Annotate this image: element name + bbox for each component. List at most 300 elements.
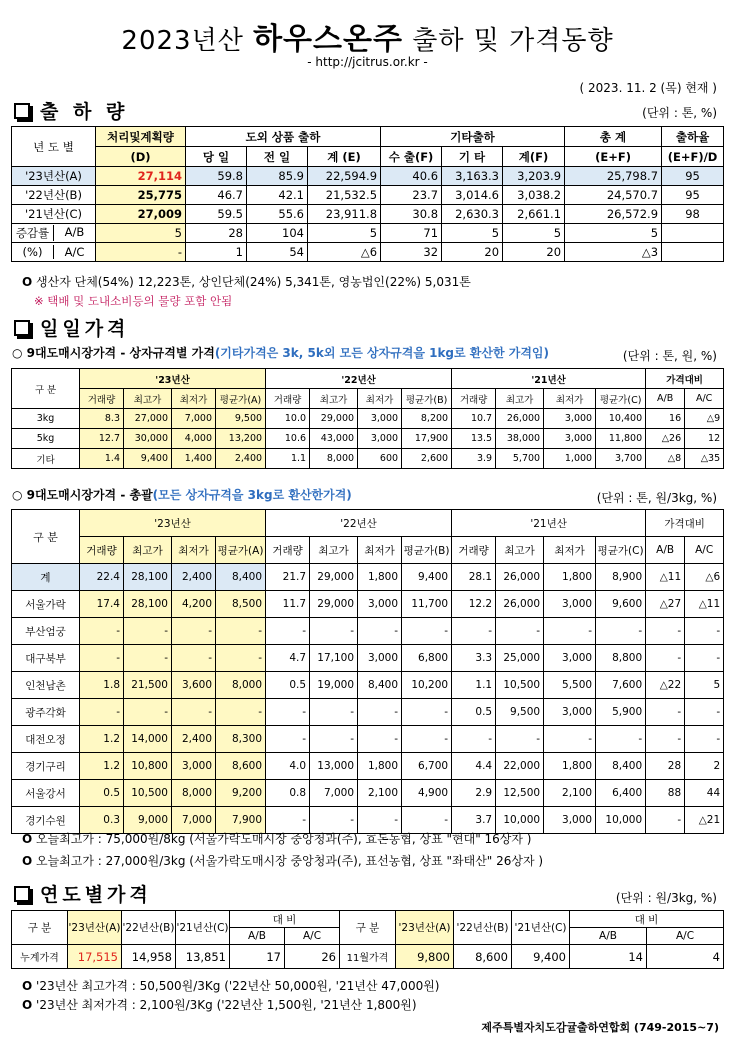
price-cell: 26,000 xyxy=(496,564,544,591)
price-cell: 8,400 xyxy=(358,672,402,699)
t4-header-y22: '22년산(B) xyxy=(122,911,176,945)
price-cell: 9,400 xyxy=(402,564,452,591)
table-row xyxy=(12,429,724,449)
price-cell: 2,100 xyxy=(358,780,402,807)
ring-bullet-icon: O xyxy=(22,275,33,289)
header-rate-sub: (E+F)/D xyxy=(662,147,724,167)
header-sum-e: 계 (E) xyxy=(308,147,381,167)
price-cell: 8.3 xyxy=(80,409,124,429)
ring-bullet-icon: O xyxy=(22,832,33,846)
price-cell: 5,900 xyxy=(596,699,646,726)
row-label: 경기수원 xyxy=(12,807,80,834)
checkbox-square-icon xyxy=(14,320,30,336)
checkbox-square-icon xyxy=(14,103,30,119)
row-label: 서울가락 xyxy=(12,591,80,618)
price-cell: 11,700 xyxy=(402,591,452,618)
price-cell: △6 xyxy=(685,564,724,591)
price-cell: 28 xyxy=(646,753,685,780)
price-cell: - xyxy=(124,618,172,645)
cell-sum-e: 22,594.9 xyxy=(308,167,381,186)
price-cell: - xyxy=(452,618,496,645)
t4-header-ab-2: A/B xyxy=(570,928,647,945)
price-cell: - xyxy=(646,726,685,753)
price-cell: - xyxy=(266,726,310,753)
t2-header-ab: A/B xyxy=(646,389,685,409)
t2-header-avg-c: 평균가(C) xyxy=(596,389,646,409)
section-yearly-title: 연도별가격 xyxy=(40,884,152,906)
price-cell: 8,000 xyxy=(216,672,266,699)
price-cell: 2,400 xyxy=(172,726,216,753)
cell-day: 59.5 xyxy=(186,205,247,224)
t2-header-min: 최저가 xyxy=(172,389,216,409)
cell-rate xyxy=(662,243,724,262)
price-cell: 4,900 xyxy=(402,780,452,807)
price-cell: 1.4 xyxy=(80,449,124,469)
price-cell: 38,000 xyxy=(496,429,544,449)
price-cell: 1,800 xyxy=(358,564,402,591)
price-cell: 26,000 xyxy=(496,591,544,618)
price-cell: 5,500 xyxy=(544,672,596,699)
price-cell: △9 xyxy=(685,409,724,429)
header-processed-sub: (D) xyxy=(96,147,186,167)
t2-header-gubun: 구 분 xyxy=(12,369,80,409)
cell-export: 40.6 xyxy=(381,167,442,186)
price-cell: 9,000 xyxy=(124,807,172,834)
cell-sum-e: 21,532.5 xyxy=(308,186,381,205)
price-cell: 1.2 xyxy=(80,753,124,780)
price-cell: 3,000 xyxy=(544,645,596,672)
t3-header-max: 최고가 xyxy=(124,537,172,564)
price-cell: 9,600 xyxy=(596,591,646,618)
price-cell: 2,400 xyxy=(172,564,216,591)
price-cell: 25,000 xyxy=(496,645,544,672)
price-cell: - xyxy=(358,618,402,645)
november-ab: 14 xyxy=(570,945,647,969)
header-day: 당 일 xyxy=(186,147,247,167)
row-label: 기타 xyxy=(12,449,80,469)
change-unit: (%) xyxy=(22,245,43,259)
price-cell: - xyxy=(402,618,452,645)
price-cell: △35 xyxy=(685,449,724,469)
t3-header-ac: A/C xyxy=(685,537,724,564)
t3-header-y21: '21년산 xyxy=(452,510,646,537)
table-row xyxy=(12,243,724,262)
price-cell: 88 xyxy=(646,780,685,807)
t4-header-y21-2: '21년산(C) xyxy=(512,911,570,945)
price-cell: - xyxy=(685,699,724,726)
title-highlight: 하우스온주 xyxy=(253,22,403,57)
title-prefix: 2023년산 xyxy=(121,26,254,56)
price-cell: △27 xyxy=(646,591,685,618)
price-cell: 9,400 xyxy=(124,449,172,469)
price-cell: - xyxy=(544,726,596,753)
price-cell: △11 xyxy=(685,591,724,618)
price-cell: 8,500 xyxy=(216,591,266,618)
t3-header-gubun: 구 분 xyxy=(12,510,80,564)
price-cell: 9,500 xyxy=(216,409,266,429)
price-cell: 1,800 xyxy=(544,564,596,591)
ring-bullet-icon: O xyxy=(22,979,33,993)
cumulative-c: 13,851 xyxy=(176,945,230,969)
total-price-unit: (단위 : 톤, 원/3kg, %) xyxy=(596,491,717,505)
row-label: 부산엄궁 xyxy=(12,618,80,645)
table-row xyxy=(12,699,724,726)
t3-header-vol: 거래량 xyxy=(80,537,124,564)
season-max-note-text: '23년산 최고가격 : 50,500원/3Kg ('22년산 50,000원, '21년산 47,000원) xyxy=(36,979,440,993)
t3-header-cmp: 가격대비 xyxy=(646,510,724,537)
cell-processed: 27,114 xyxy=(96,167,186,186)
t2-header-min: 최저가 xyxy=(544,389,596,409)
row-label: 서울강서 xyxy=(12,780,80,807)
price-cell: - xyxy=(402,699,452,726)
price-cell: 13.5 xyxy=(452,429,496,449)
cell-total: 26,572.9 xyxy=(565,205,662,224)
table-row xyxy=(12,409,724,429)
price-cell: - xyxy=(544,618,596,645)
cell-total: 5 xyxy=(565,224,662,243)
table-row xyxy=(12,753,724,780)
t2-header-avg-b: 평균가(B) xyxy=(402,389,452,409)
cell-sum-e: 5 xyxy=(308,224,381,243)
t3-header-max: 최고가 xyxy=(496,537,544,564)
price-cell: 8,000 xyxy=(310,449,358,469)
price-cell: - xyxy=(685,726,724,753)
price-cell: - xyxy=(172,645,216,672)
title-suffix: 출하 및 가격동향 xyxy=(402,26,614,56)
total-price-note: (모든 상자규격을 3kg로 환산한가격) xyxy=(152,488,352,502)
ring-bullet-icon: O xyxy=(22,854,33,868)
cell-sum-f: 2,661.1 xyxy=(503,205,565,224)
price-cell: 28,100 xyxy=(124,564,172,591)
price-cell: 10,000 xyxy=(496,807,544,834)
header-sum-f: 계(F) xyxy=(503,147,565,167)
price-cell: - xyxy=(596,726,646,753)
price-cell: 8,400 xyxy=(216,564,266,591)
season-min-note-text: '23년산 최저가격 : 2,100원/3Kg ('22년산 1,500원, '21년산 1,800원) xyxy=(36,998,417,1012)
top-price-note-3kg xyxy=(22,852,543,869)
price-cell: 3,000 xyxy=(544,409,596,429)
price-cell: 3,000 xyxy=(544,429,596,449)
t2-header-y22: '22년산 xyxy=(266,369,452,389)
t3-header-y23: '23년산 xyxy=(80,510,266,537)
row-label: 인천남촌 xyxy=(12,672,80,699)
price-cell: 6,800 xyxy=(402,645,452,672)
cell-prev: 55.6 xyxy=(247,205,308,224)
price-cell: 600 xyxy=(358,449,402,469)
price-cell: △11 xyxy=(646,564,685,591)
t3-header-min: 최저가 xyxy=(172,537,216,564)
table-row xyxy=(12,224,724,243)
price-cell: - xyxy=(172,699,216,726)
price-cell: △21 xyxy=(685,807,724,834)
price-cell: - xyxy=(216,645,266,672)
price-cell: 4.7 xyxy=(266,645,310,672)
cell-processed: 27,009 xyxy=(96,205,186,224)
november-ac: 4 xyxy=(647,945,724,969)
price-cell: 9,500 xyxy=(496,699,544,726)
t2-header-vol: 거래량 xyxy=(80,389,124,409)
cell-processed: 25,775 xyxy=(96,186,186,205)
t3-header-ab: A/B xyxy=(646,537,685,564)
header-total: 총 계 xyxy=(565,127,662,147)
row-label: 대전오정 xyxy=(12,726,80,753)
t2-header-max: 최고가 xyxy=(496,389,544,409)
price-cell: 3.9 xyxy=(452,449,496,469)
price-cell: - xyxy=(646,618,685,645)
table-row xyxy=(12,205,724,224)
t3-header-min: 최저가 xyxy=(358,537,402,564)
cell-day: 59.8 xyxy=(186,167,247,186)
price-cell: - xyxy=(310,699,358,726)
price-cell: 0.8 xyxy=(266,780,310,807)
price-cell: 3.7 xyxy=(452,807,496,834)
t4-header-gubun: 구 분 xyxy=(12,911,68,945)
cell-export: 32 xyxy=(381,243,442,262)
footer-organization: 제주특별자치도감귤출하연합회 (749-2015~7) xyxy=(481,1021,719,1034)
price-cell: 19,000 xyxy=(310,672,358,699)
price-cell: - xyxy=(685,618,724,645)
price-cell: - xyxy=(216,699,266,726)
price-cell: 6,400 xyxy=(596,780,646,807)
price-cell: 12 xyxy=(685,429,724,449)
price-cell: 7,000 xyxy=(172,807,216,834)
box-price-unit: (단위 : 톤, 원, %) xyxy=(622,349,717,363)
price-cell: 13,000 xyxy=(310,753,358,780)
price-cell: 0.5 xyxy=(80,780,124,807)
price-cell: 11.7 xyxy=(266,591,310,618)
header-processed: 처리및계획량 xyxy=(96,127,186,147)
total-price-label: ○ 9대도매시장가격 - 총괄 xyxy=(12,488,153,502)
cell-day: 28 xyxy=(186,224,247,243)
price-cell: - xyxy=(402,726,452,753)
price-cell: 43,000 xyxy=(310,429,358,449)
cell-etc: 5 xyxy=(442,224,503,243)
price-cell: - xyxy=(452,726,496,753)
price-cell: 8,800 xyxy=(596,645,646,672)
header-etc: 기 타 xyxy=(442,147,503,167)
price-cell: △8 xyxy=(646,449,685,469)
price-cell: 22.4 xyxy=(80,564,124,591)
header-export: 수 출(F) xyxy=(381,147,442,167)
price-cell: 14,000 xyxy=(124,726,172,753)
price-cell: 44 xyxy=(685,780,724,807)
header-prev: 전 일 xyxy=(247,147,308,167)
header-year: 년 도 별 xyxy=(12,127,96,167)
cell-rate: 95 xyxy=(662,186,724,205)
cell-export: 71 xyxy=(381,224,442,243)
price-cell: - xyxy=(646,699,685,726)
price-cell: - xyxy=(402,807,452,834)
price-cell: - xyxy=(80,645,124,672)
cell-sum-e: 23,911.8 xyxy=(308,205,381,224)
cell-sum-f: 3,038.2 xyxy=(503,186,565,205)
price-cell: 3,000 xyxy=(358,409,402,429)
total-price-subtitle xyxy=(12,486,352,503)
top-price-note-8kg-text: 오늘최고가 : 75,000원/8kg (서울가락도매시장 중앙청과(주), 효돈농협, 상표 "현대" 16상자 ) xyxy=(36,832,532,846)
t2-header-y21: '21년산 xyxy=(452,369,646,389)
t2-header-vol: 거래량 xyxy=(266,389,310,409)
cell-rate xyxy=(662,224,724,243)
table-row xyxy=(12,167,724,186)
row-year: '23년산(A) xyxy=(12,167,96,186)
yearly-price-table xyxy=(11,910,724,969)
table-row xyxy=(12,186,724,205)
box-price-note: (기타가격은 3k, 5k외 모든 상자규격을 1kg로 환산한 가격임) xyxy=(214,346,550,360)
price-cell: 4,000 xyxy=(172,429,216,449)
price-cell: 10.6 xyxy=(266,429,310,449)
price-cell: 21,500 xyxy=(124,672,172,699)
t2-header-ac: A/C xyxy=(685,389,724,409)
cell-etc: 2,630.3 xyxy=(442,205,503,224)
cell-etc: 3,163.3 xyxy=(442,167,503,186)
table-row xyxy=(12,672,724,699)
t4-header-ab: A/B xyxy=(230,928,285,945)
price-cell: 10,400 xyxy=(596,409,646,429)
price-cell: 16 xyxy=(646,409,685,429)
table-row xyxy=(12,564,724,591)
table-row xyxy=(12,449,724,469)
cell-total: △3 xyxy=(565,243,662,262)
cell-rate: 95 xyxy=(662,167,724,186)
price-cell: 17.4 xyxy=(80,591,124,618)
price-cell: - xyxy=(266,807,310,834)
section-shipment-title: 출 하 량 xyxy=(40,101,129,123)
cell-sum-f: 20 xyxy=(503,243,565,262)
price-cell: 12.2 xyxy=(452,591,496,618)
price-cell: 6,700 xyxy=(402,753,452,780)
cell-prev: 85.9 xyxy=(247,167,308,186)
cell-sum-f: 3,203.9 xyxy=(503,167,565,186)
cumulative-ac: 26 xyxy=(285,945,340,969)
section-shipment-heading xyxy=(12,97,128,124)
as-of-date: ( 2023. 11. 2 (목) 현재 ) xyxy=(579,81,717,95)
row-year: '22년산(B) xyxy=(12,186,96,205)
price-cell: 10.0 xyxy=(266,409,310,429)
t3-header-vol: 거래량 xyxy=(266,537,310,564)
price-cell: 12.7 xyxy=(80,429,124,449)
t2-header-max: 최고가 xyxy=(124,389,172,409)
price-cell: 29,000 xyxy=(310,591,358,618)
section-yearly-unit: (단위 : 원/3kg, %) xyxy=(615,891,717,905)
price-cell: 29,000 xyxy=(310,409,358,429)
t2-header-max: 최고가 xyxy=(310,389,358,409)
t4-header-ac-2: A/C xyxy=(647,928,724,945)
price-cell: - xyxy=(266,699,310,726)
checkbox-square-icon xyxy=(14,886,30,902)
t4-header-cmp-2: 대 비 xyxy=(570,911,724,928)
top-price-note-3kg-text: 오늘최고가 : 27,000원/3kg (서울가락도매시장 중앙청과(주), 표선농협, 상표 "좌태산" 26상자 ) xyxy=(36,854,544,868)
header-rate: 출하율 xyxy=(662,127,724,147)
price-cell: - xyxy=(358,699,402,726)
cell-export: 23.7 xyxy=(381,186,442,205)
price-cell: 9,200 xyxy=(216,780,266,807)
price-cell: 10,500 xyxy=(496,672,544,699)
t4-header-gubun-2: 구 분 xyxy=(340,911,396,945)
box-price-label: ○ 9대도매시장가격 - 상자규격별 가격 xyxy=(12,346,215,360)
price-cell: 28.1 xyxy=(452,564,496,591)
section-daily-title: 일일가격 xyxy=(40,318,130,340)
price-cell: - xyxy=(358,807,402,834)
header-outside: 도외 상품 출하 xyxy=(186,127,381,147)
row-year: '21년산(C) xyxy=(12,205,96,224)
price-cell: 4.0 xyxy=(266,753,310,780)
price-cell: 3,000 xyxy=(544,699,596,726)
t3-header-y22: '22년산 xyxy=(266,510,452,537)
price-cell: 1,800 xyxy=(358,753,402,780)
cumulative-label: 누계가격 xyxy=(12,945,68,969)
price-cell: 3,000 xyxy=(358,645,402,672)
price-cell: 10,800 xyxy=(124,753,172,780)
shipment-table xyxy=(11,126,724,262)
price-cell: 26,000 xyxy=(496,409,544,429)
t3-header-max: 최고가 xyxy=(310,537,358,564)
price-cell: 8,600 xyxy=(216,753,266,780)
price-cell: 1,000 xyxy=(544,449,596,469)
t4-header-y21: '21년산(C) xyxy=(176,911,230,945)
price-cell: 0.3 xyxy=(80,807,124,834)
season-min-note xyxy=(22,996,417,1013)
november-b: 8,600 xyxy=(454,945,512,969)
price-cell: 7,600 xyxy=(596,672,646,699)
price-cell: 8,900 xyxy=(596,564,646,591)
t2-header-y23: '23년산 xyxy=(80,369,266,389)
cumulative-b: 14,958 xyxy=(122,945,176,969)
header-other: 기타출하 xyxy=(381,127,565,147)
price-cell: △26 xyxy=(646,429,685,449)
price-cell: - xyxy=(358,726,402,753)
table-row xyxy=(12,780,724,807)
price-cell: 1.1 xyxy=(452,672,496,699)
price-cell: 3,600 xyxy=(172,672,216,699)
row-label: 계 xyxy=(12,564,80,591)
t4-header-cmp: 대 비 xyxy=(230,911,340,928)
change-label: 증감률 xyxy=(15,226,50,240)
november-label: 11월가격 xyxy=(340,945,396,969)
price-cell: 1,800 xyxy=(544,753,596,780)
t4-header-ac: A/C xyxy=(285,928,340,945)
t3-header-avg-c: 평균가(C) xyxy=(596,537,646,564)
price-cell: 2,400 xyxy=(216,449,266,469)
top-price-note-8kg xyxy=(22,830,531,847)
cell-total: 25,798.7 xyxy=(565,167,662,186)
price-cell: 8,000 xyxy=(172,780,216,807)
price-cell: 17,900 xyxy=(402,429,452,449)
price-cell: 10.7 xyxy=(452,409,496,429)
price-cell: 21.7 xyxy=(266,564,310,591)
price-cell: - xyxy=(496,618,544,645)
page-title xyxy=(0,14,735,58)
t2-header-vol: 거래량 xyxy=(452,389,496,409)
row-label: 광주각화 xyxy=(12,699,80,726)
price-cell: 3,000 xyxy=(544,807,596,834)
t4-header-y23-2: '23년산(A) xyxy=(396,911,454,945)
row-label: 대구북부 xyxy=(12,645,80,672)
price-cell: 3,700 xyxy=(596,449,646,469)
price-cell: 11,800 xyxy=(596,429,646,449)
box-price-subtitle xyxy=(12,344,549,361)
cell-etc: 20 xyxy=(442,243,503,262)
section-yearly-heading xyxy=(12,880,152,907)
change-ac-label: A/C xyxy=(53,245,95,259)
row-label: 5kg xyxy=(12,429,80,449)
november-a: 9,800 xyxy=(396,945,454,969)
price-cell: 1,400 xyxy=(172,449,216,469)
price-cell: - xyxy=(80,618,124,645)
price-cell: 1.2 xyxy=(80,726,124,753)
price-cell: - xyxy=(266,618,310,645)
price-cell: 5 xyxy=(685,672,724,699)
price-cell: - xyxy=(310,807,358,834)
